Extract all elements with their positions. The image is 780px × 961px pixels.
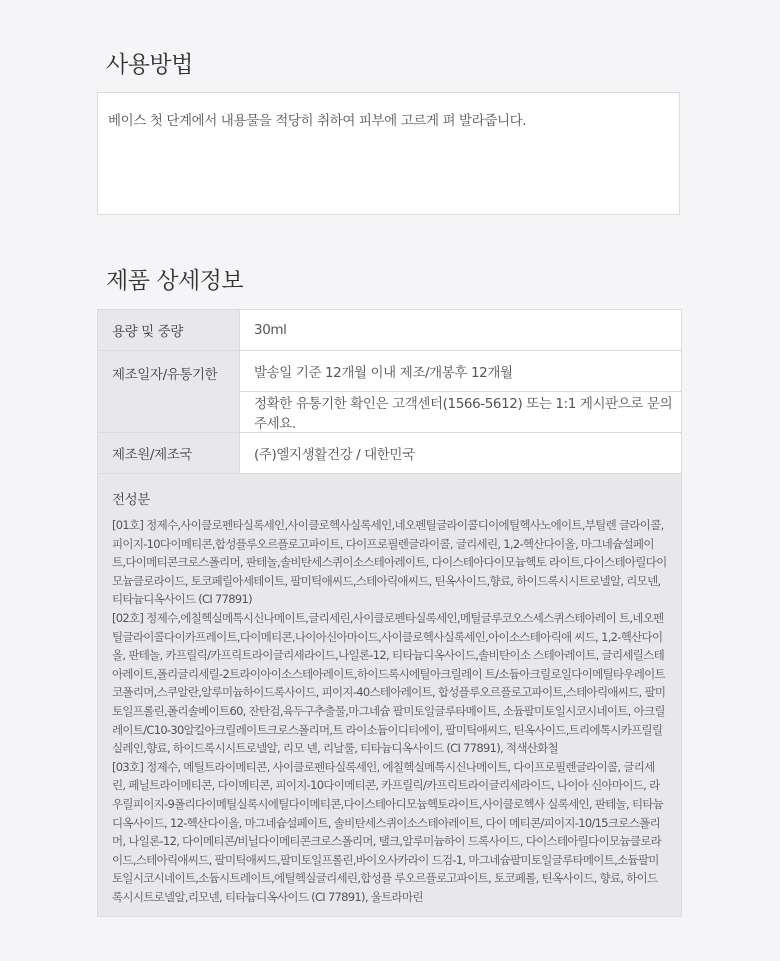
detail-section-title: 제품 상세정보 xyxy=(106,268,244,294)
usage-description-text: 베이스 첫 단계에서 내용물을 적당히 취하여 피부에 고르게 펴 발라줍니다. xyxy=(108,113,527,129)
product-detail-table xyxy=(97,309,682,917)
maker-value: (주)엘지생활건강 / 대한민국 xyxy=(254,447,415,463)
maker-row xyxy=(98,433,681,474)
usage-description-box xyxy=(97,92,680,215)
volume-label: 용량 및 중량 xyxy=(98,310,240,350)
expiry-value-note: 정확한 유통기한 확인은 고객센터(1566-5612) 또는 1:1 게시판으로 문의주세요. xyxy=(240,391,681,432)
ingredients-shade-03: [03호] 정제수, 메틸트라이메티콘, 사이클로펜타실록세인, 에칠헥실메톡시신나메이트, 다이프로필렌글라이콜, 글리세린, 페닐트라이메티콘, 다이메티콘, 피이지-10다이메티콘, 카프릴릭/카프릭트라이글리세라이드, 나이아 신아마이드, 라우릴피이지-9폴리다이메틸실록시에틸다이메티콘,다이스테아디모늄헥토라이트,사이클로헥사 실록세인, 판테놀, 티타늄디옥사이드, 12-헥산다이올, 마그네슘설페이트, 솔비탄세스퀴이소스테아레이트, 다이 메티콘/피이지-10/15크로스폴리머, 나일론-12, 다이메티콘/비닐다이메티콘크로스폴리머, 탤크,알루미늄하이 드록사이드, 다이스테아릴다이모늄클로라이드,스테아릭애씨드, 팔미틱애씨드,팔미토일프롤린,바이오사카라이 드검-1, 마그네슘팔미토일글루타메이트,소듐팔미토일시코시네이트,소듐시트레이트,에틸헥실글리세린,합성플 루오르플로고파이트, 토코페롤, 틴옥사이드, 향료, 하이드록시시트로넬알,리모넨, 티타늄디옥사이드 (CI 77891), 울트라마린 xyxy=(112,759,664,904)
expiry-label: 제조일자/유통기한 xyxy=(98,351,240,432)
ingredients-shade-01: [01호] 정제수,사이클로펜타실록세인,사이클로헥사실록세인,네오펜틸글라이콜디이에틸헥사노에이트,부틸렌 글라이콜,피이지-10다이메티콘,합성플루오르플로고파이트, 다이프로필렌글라이콜, 글리세린, 1,2-헥산다이올, 마그네슘설페이트,다이메티콘크로스폴리머, 판테놀,솔비탄세스퀴이소스테아레이트, 다이스테아다이모늄헥토 라이트,다이스테아릴다이모늄클로라이드, 토코페릴아세테이트, 팔미틱애씨드,스테아릭애씨드, 틴옥사이드,향료, 하이드록시시트로넬알, 리모넨,티타늄디옥사이드 (CI 77891) xyxy=(112,518,667,607)
ingredients-block xyxy=(98,474,681,916)
maker-label: 제조원/제조국 xyxy=(98,433,240,473)
expiry-value-main: 발송일 기준 12개월 이내 제조/개봉후 12개월 xyxy=(254,365,513,381)
ingredients-title: 전성분 xyxy=(112,492,150,508)
volume-value: 30ml xyxy=(254,322,287,338)
usage-section-title: 사용방법 xyxy=(106,52,193,78)
expiry-row xyxy=(98,351,681,433)
volume-row xyxy=(98,310,681,351)
expiry-values xyxy=(240,351,681,432)
ingredients-shade-02: [02호] 정제수,에칠헥실메톡시신나메이트,글리세린,사이클로펜타실록세인,메틸글루코오스세스퀴스테아레이 트,네오펜틸글라이콜다이카프레이트,다이메티콘,나이아신아마이드,사이클로헥사실록세인,아이소스테아릭애 씨드, 1,2-헥산다이올, 판테놀, 카프릴릭/카프릭트라이글리세라이드,나일론-12, 티타늄디옥사이드,솔비탄이소 스테아레이트, 글리세릴스테아레이트,폴리글리세릴-2트라이아이소스테아레이트,하이드록시에틸아크릴레이 트/소듐아크릴로일다이메틸타우레이트코폴리머,스쿠알란,알루미늄하이드록사이드, 피이지-40스테아레이트, 합성플루오르플로고파이트,스테아릭애씨드, 팔미토일프롤린,폴리솔베이트60, 잔탄검,육두구추출물,마그네슘 팔미토일글루타메이트, 소듐팔미토일시코시네이트, 아크릴레이트/C10-30알킬아크릴레이트크로스폴리머,트 라이소듐이디티에이, 팔미틱애씨드, 틴옥사이드,트리에톡시카프릴릴실레인,향료, 하이드록시시트로넬알, 리모 넨, 리날룰, 티타늄디옥사이드 (CI 77891), 적색산화철 xyxy=(112,610,666,756)
